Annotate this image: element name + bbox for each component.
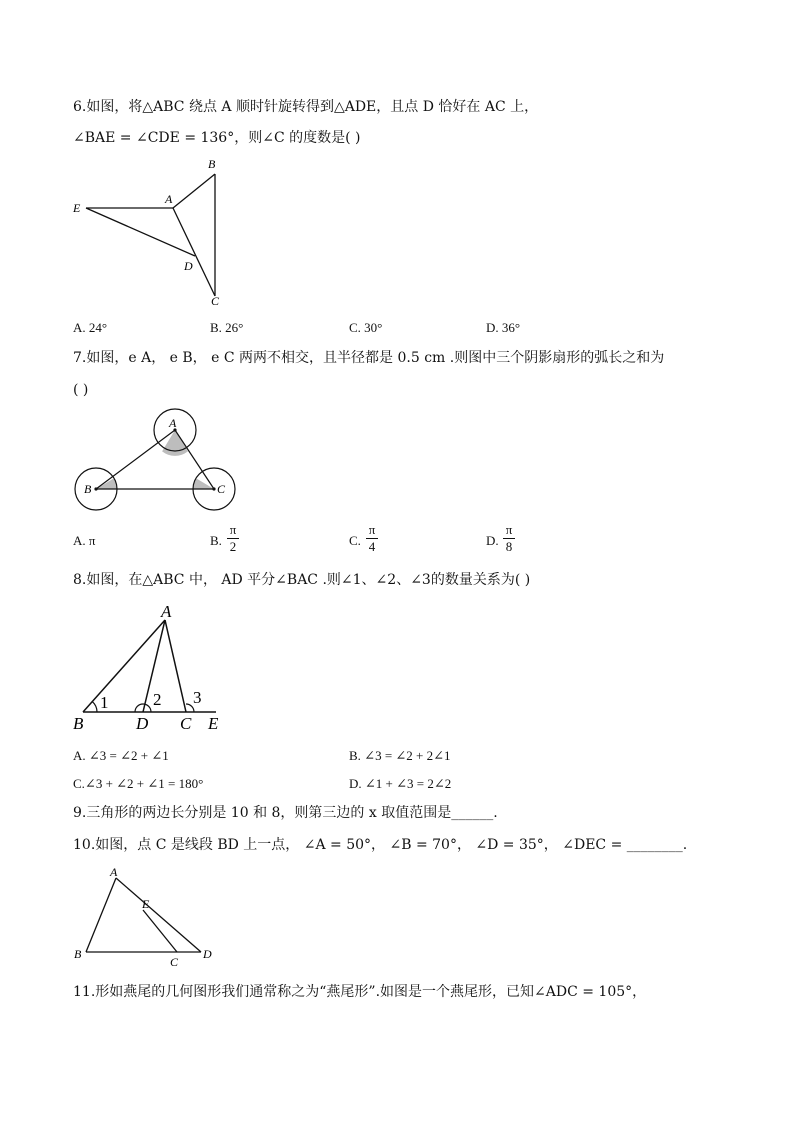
q8-text-line1: 8.如图，在△ABC 中， AD 平分∠BAC .则∠1、∠2、∠3的数量关系为( ) — [73, 572, 531, 588]
q6-text-line2: ∠BAE = ∠CDE = 136°，则∠C 的度数是( ) — [73, 130, 361, 146]
q7-label-B: B — [84, 482, 92, 496]
q6-option-c[interactable]: C. 30° — [349, 320, 383, 335]
q7-option-d-num: π — [503, 522, 515, 539]
q10-label-D: D — [203, 947, 212, 961]
q7-option-d-prefix: D. — [486, 533, 499, 548]
q8-option-a[interactable]: A. ∠3 = ∠2 + ∠1 — [73, 748, 169, 763]
q6-option-a[interactable]: A. 24° — [73, 320, 108, 335]
q8-option-d[interactable]: D. ∠1 + ∠3 = 2∠2 — [349, 776, 452, 791]
q8-label-3: 3 — [193, 688, 202, 707]
q7-option-b-den: 2 — [229, 539, 237, 554]
q7-label-C: C — [217, 482, 226, 496]
q8-label-B: B — [73, 714, 84, 733]
q6-label-D: D — [184, 259, 193, 273]
q8-label-2: 2 — [153, 690, 162, 709]
q8-label-1: 1 — [100, 693, 109, 712]
q8-label-D: D — [136, 714, 149, 733]
q7-option-c-den: 4 — [368, 539, 376, 554]
q9-text-line1: 9.三角形的两边长分别是 10 和 8，则第三边的 x 取值范围是______. — [73, 805, 498, 821]
q10-label-B: B — [74, 947, 82, 961]
q7-text-line1: 7.如图，e A， e B， e C 两两不相交，且半径都是 0.5 cm .则图中三个阴影扇形的弧长之和为 — [73, 350, 665, 366]
q6-option-d[interactable]: D. 36° — [486, 320, 521, 335]
q7-option-c-num: π — [366, 522, 378, 539]
q7-text-line2: ( ) — [73, 382, 89, 398]
q10-label-C: C — [170, 955, 179, 969]
q10-label-A: A — [110, 865, 118, 879]
q10-label-E: E — [142, 897, 150, 911]
q6-text-line1: 6.如图，将△ABC 绕点 A 顺时针旋转得到△ADE，且点 D 恰好在 AC 上， — [73, 99, 539, 115]
q10-text-line1: 10.如图，点 C 是线段 BD 上一点， ∠A = 50°， ∠B = 70°， ∠D = 35°， ∠DEC = ________. — [73, 837, 688, 853]
q7-option-d-den: 8 — [505, 539, 513, 554]
q7-option-c-prefix: C. — [349, 533, 361, 548]
q7-label-A: A — [169, 416, 177, 430]
q8-label-C: C — [180, 714, 192, 733]
q6-label-C: C — [211, 294, 220, 308]
q7-option-b-prefix: B. — [210, 533, 222, 548]
q8-option-c[interactable]: C.∠3 + ∠2 + ∠1 = 180° — [73, 776, 204, 791]
q10-seg-AD — [116, 878, 201, 952]
q11-text-line1: 11.形如燕尾的几何图形我们通常称之为“燕尾形”.如图是一个燕尾形，已知∠ADC = 105°， — [73, 984, 647, 1000]
q6-option-b[interactable]: B. 26° — [210, 320, 244, 335]
q8-label-A: A — [161, 602, 172, 621]
q6-label-A: A — [165, 192, 173, 206]
q8-label-E: E — [208, 714, 219, 733]
q10-seg-AB — [86, 878, 116, 952]
q6-label-E: E — [73, 201, 81, 215]
q7-option-b-num: π — [227, 522, 239, 539]
q8-option-b[interactable]: B. ∠3 = ∠2 + 2∠1 — [349, 748, 451, 763]
q7-option-a[interactable]: A. π — [73, 533, 96, 548]
q6-label-B: B — [208, 157, 216, 171]
